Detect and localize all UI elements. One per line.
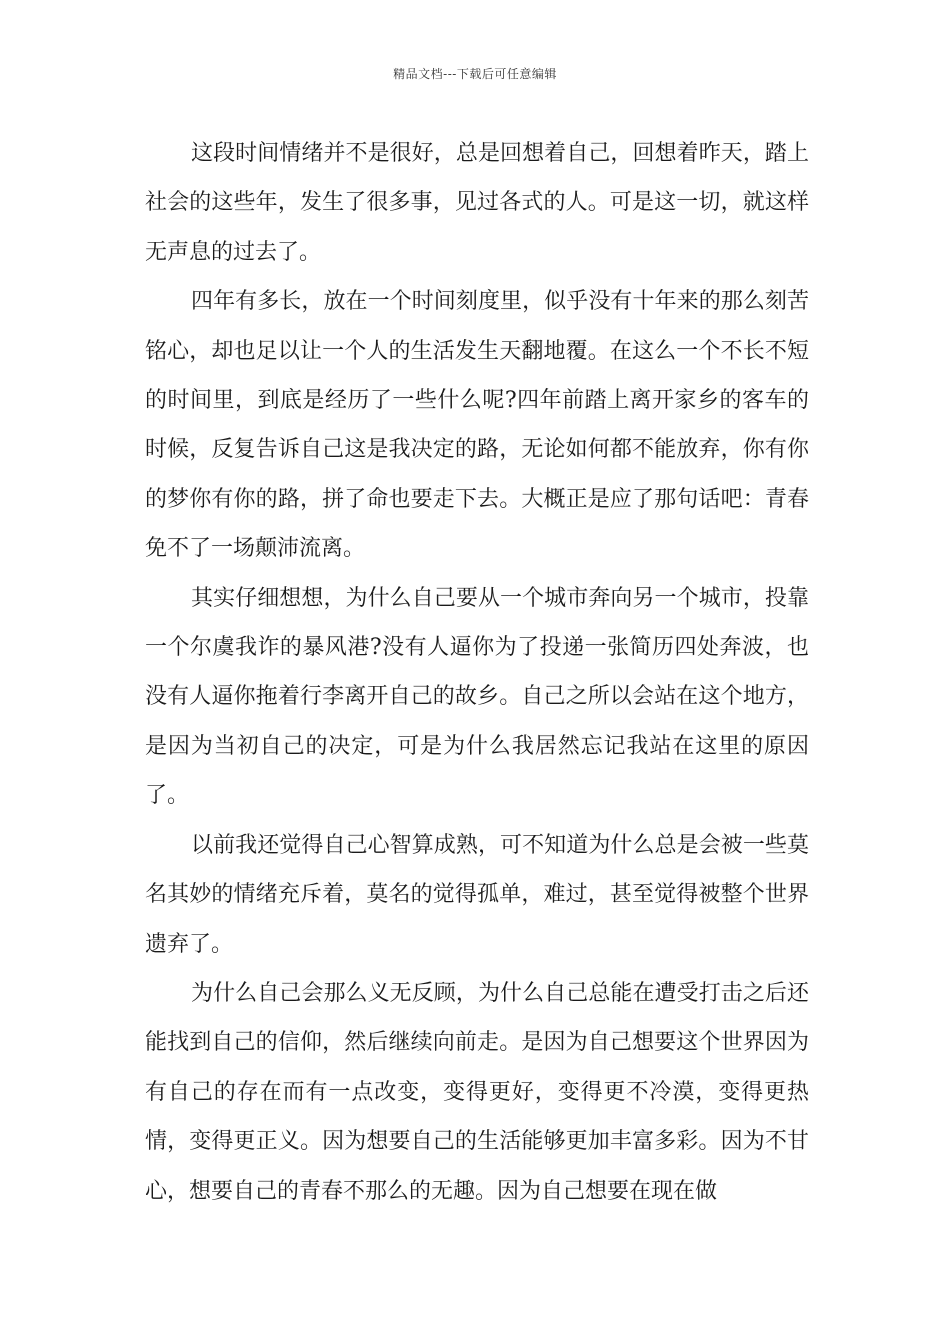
- paragraph-2: 四年有多长，放在一个时间刻度里，似乎没有十年来的那么刻苦铭心，却也足以让一个人的生活发生天翻地覆。在这么一个不长不短的时间里，到底是经历了一些什么呢?四年前踏上离开家乡的客车的时候，反复告诉自己这是我决定的路，无论如何都不能放弃，你有你的梦你有你的路，拼了命也要走下去。大概正是应了那句话吧：青春免不了一场颠沛流离。: [145, 289, 809, 562]
- document-body: [145, 129, 809, 1216]
- paragraph-1: 这段时间情绪并不是很好，总是回想着自己，回想着昨天，踏上社会的这些年，发生了很多事，见过各式的人。可是这一切，就这样无声息的过去了。: [145, 141, 809, 265]
- paragraph-4: 以前我还觉得自己心智算成熟，可不知道为什么总是会被一些莫名其妙的情绪充斥着，莫名的觉得孤单，难过，甚至觉得被整个世界遗弃了。: [145, 832, 809, 957]
- paragraph-3: 其实仔细想想，为什么自己要从一个城市奔向另一个城市，投靠一个尔虞我诈的暴风港?没有人逼你为了投递一张简历四处奔波，也没有人逼你拖着行李离开自己的故乡。自己之所以会站在这个地方，是因为当初自己的决定，可是为什么我居然忘记我站在这里的原因了。: [145, 585, 809, 809]
- paragraph-5: 为什么自己会那么义无反顾，为什么自己总能在遭受打击之后还能找到自己的信仰，然后继续向前走。是因为自己想要这个世界因为有自己的存在而有一点改变，变得更好，变得更不冷漠，变得更热情，变得更正义。因为想要自己的生活能够更加丰富多彩。因为不甘心，想要自己的青春不那么的无趣。因为自己想要在现在做: [145, 980, 809, 1204]
- page-header: 精品文档---下载后可任意编辑: [393, 67, 557, 81]
